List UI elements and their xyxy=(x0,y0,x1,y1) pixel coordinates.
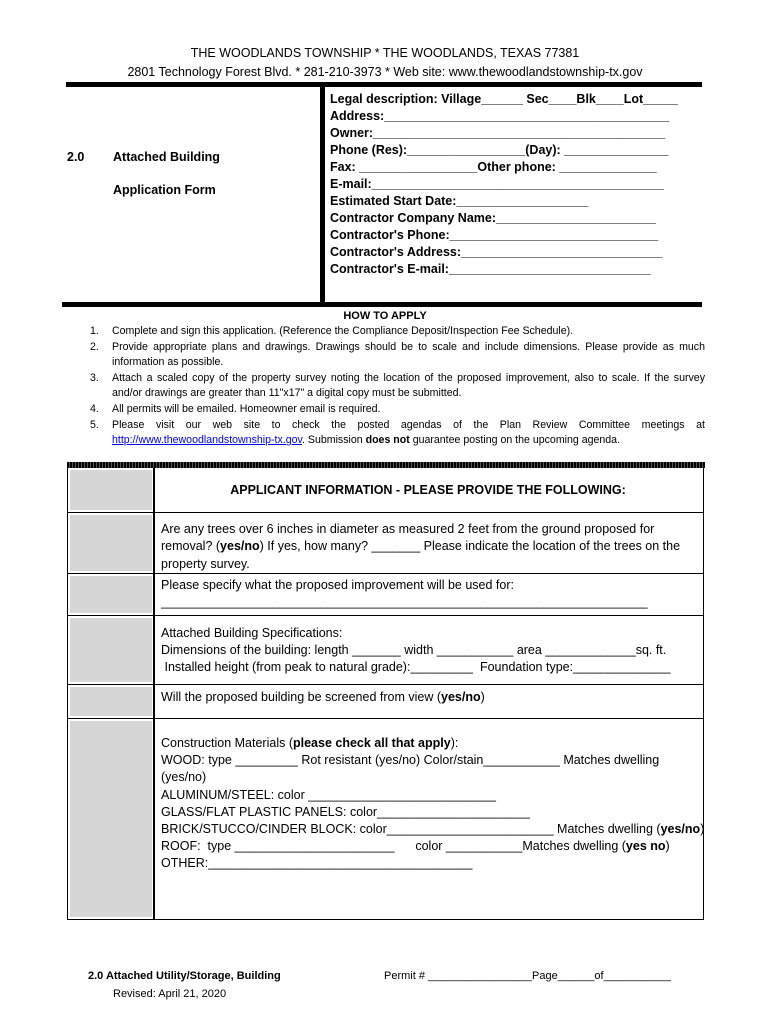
applicant-heading: APPLICANT INFORMATION - PLEASE PROVIDE THE FOLLOWING: xyxy=(230,483,626,497)
list-item: 4. All permits will be emailed. Homeowner email is required. xyxy=(90,402,381,415)
contractor-company-field[interactable]: Contractor Company Name:_______________________ xyxy=(330,211,656,225)
list-item: 1. Complete and sign this application. (Reference the Compliance Deposit/Inspection Fee Schedule). xyxy=(90,325,574,337)
how-to-apply-title: HOW TO APPLY xyxy=(343,310,427,322)
screened-question[interactable]: Will the proposed building be screened from view (yes/no) xyxy=(161,690,485,704)
applicant-table xyxy=(67,462,704,920)
row-shade xyxy=(70,515,152,571)
email-field[interactable]: E-mail:__________________________________________ xyxy=(330,177,664,191)
website-link[interactable]: http://www.thewoodlandstownship-tx.gov xyxy=(112,434,303,447)
material-wood[interactable]: WOOD: type _________ Rot resistant (yes/no) Color/stain___________ Matches dwelling (yes/no) xyxy=(161,753,660,785)
table-row xyxy=(68,574,703,616)
material-other[interactable]: OTHER:______________________________________ xyxy=(161,856,473,870)
footer-form-name: 2.0 Attached Utility/Storage, Building xyxy=(88,970,281,982)
row-shade xyxy=(70,687,152,716)
fax-field[interactable]: Fax: _________________Other phone: ______________ xyxy=(330,160,657,174)
contractor-email-field[interactable]: Contractor's E-mail:_____________________________ xyxy=(330,262,651,276)
row-shade xyxy=(70,470,152,510)
row-shade xyxy=(70,721,152,917)
header-line-2: 2801 Technology Forest Blvd. * 281-210-3973 * Web site: www.thewoodlandstownship-tx.gov xyxy=(127,65,643,79)
table-row xyxy=(68,468,703,513)
contractor-phone-field[interactable]: Contractor's Phone:______________________________ xyxy=(330,228,659,242)
row-shade xyxy=(70,618,152,682)
info-divider xyxy=(320,87,325,303)
info-bottom-rule xyxy=(62,302,702,307)
list-item: 3. Attach a scaled copy of the property survey noting the location of the proposed improvement, also to scale. If the survey and/or drawings are greater than 11"x17" a digital copy must be submitted. xyxy=(90,371,705,400)
header-line-1: THE WOODLANDS TOWNSHIP * THE WOODLANDS, TEXAS 77381 xyxy=(190,46,580,60)
owner-field[interactable]: Owner:__________________________________________ xyxy=(330,126,666,140)
how-to-apply-list xyxy=(90,324,705,449)
specs-dimensions[interactable]: Dimensions of the building: length _______ width ___________ area _____________sq. ft. xyxy=(161,643,667,657)
address-field[interactable]: Address:_________________________________________ xyxy=(330,109,670,123)
use-question: Please specify what the proposed improvement will be used for: xyxy=(161,578,514,592)
material-glass[interactable]: GLASS/FLAT PLASTIC PANELS: color______________________ xyxy=(161,805,530,819)
row-shade xyxy=(70,576,152,613)
table-row xyxy=(68,719,703,920)
section-subtitle: Application Form xyxy=(113,183,216,197)
specs-title: Attached Building Specifications: xyxy=(161,626,343,640)
table-row xyxy=(68,685,703,719)
footer-revised: Revised: April 21, 2020 xyxy=(113,988,227,1000)
material-aluminum[interactable]: ALUMINUM/STEEL: color ___________________________ xyxy=(161,788,496,802)
trees-question[interactable]: Are any trees over 6 inches in diameter as measured 2 feet from the ground proposed for removal? (yes/no) If yes, how many? _______ Please indicate the location of the trees on the property survey. xyxy=(161,522,681,571)
legal-description-field[interactable]: Legal description: Village______ Sec____Blk____Lot_____ xyxy=(330,92,678,106)
section-title: Attached Building xyxy=(113,150,220,164)
materials-title: Construction Materials (please check all that apply): xyxy=(161,736,459,750)
material-brick[interactable]: BRICK/STUCCO/CINDER BLOCK: color________________________ Matches dwelling (yes/no) xyxy=(161,822,705,836)
specs-height[interactable]: Installed height (from peak to natural grade):_________ Foundation type:______________ xyxy=(161,660,671,674)
table-row xyxy=(68,513,703,574)
list-item: 5. Please visit our web site to check the posted agendas of the Plan Review Committee meetings at http://www.thewoodlandstownship-tx.gov. Submission does not guarantee posting on the upcoming agenda. xyxy=(90,418,705,447)
list-item: 2. Provide appropriate plans and drawings. Drawings should be to scale and include dimensions. Please provide as much information as possible. xyxy=(90,340,705,369)
table-row xyxy=(68,616,703,685)
footer-permit[interactable]: Permit # _________________Page______of___________ xyxy=(384,970,671,982)
phone-field[interactable]: Phone (Res):_________________(Day): _______________ xyxy=(330,143,669,157)
use-answer-field[interactable]: ______________________________________________________________________ xyxy=(161,595,648,609)
section-number: 2.0 xyxy=(67,150,85,164)
material-roof[interactable]: ROOF: type _______________________ color ___________Matches dwelling (yes no) xyxy=(161,839,670,853)
contractor-address-field[interactable]: Contractor's Address:_____________________________ xyxy=(330,245,663,259)
header-rule xyxy=(66,82,702,87)
start-date-field[interactable]: Estimated Start Date:___________________ xyxy=(330,194,589,208)
